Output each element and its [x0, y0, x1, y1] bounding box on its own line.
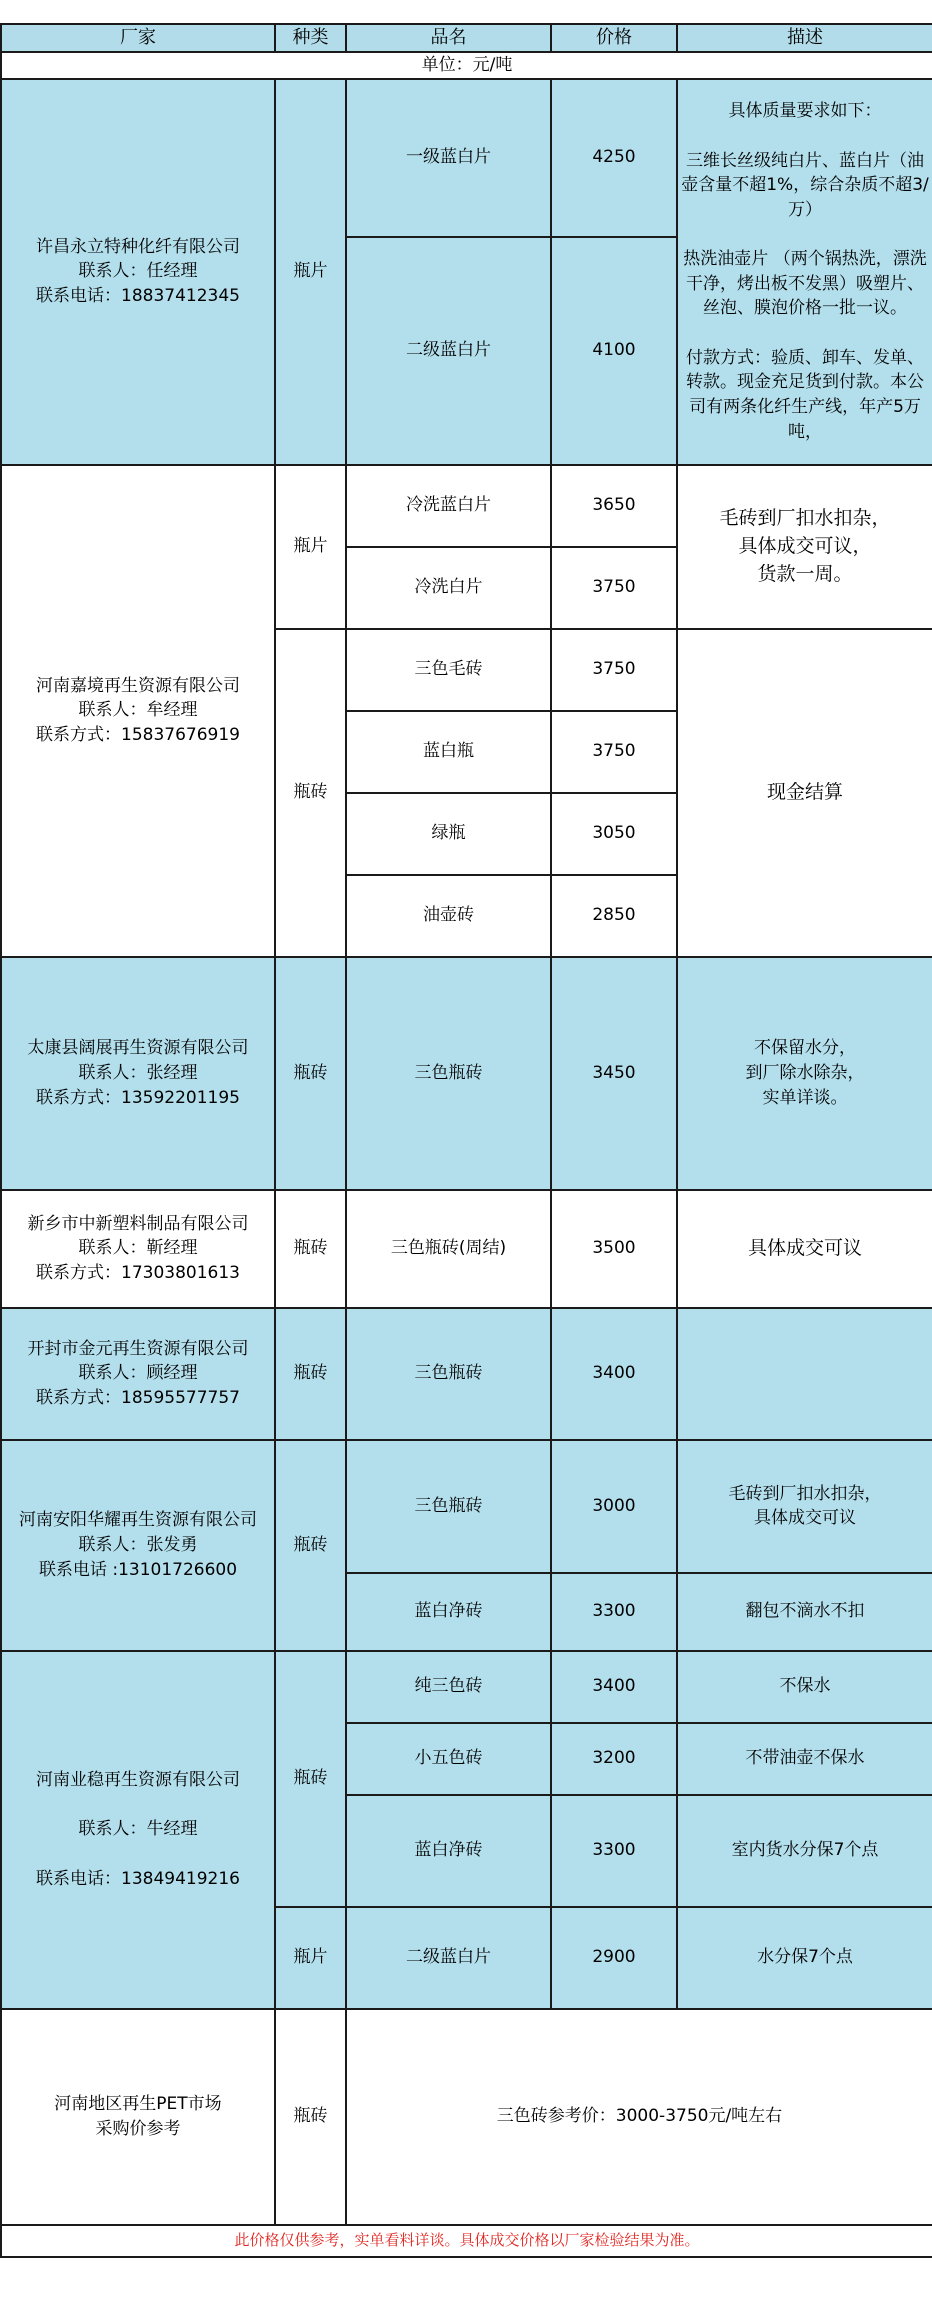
- product-cell: 三色瓶砖: [346, 1308, 551, 1440]
- header-price: 价格: [551, 24, 677, 52]
- product-cell: 蓝白净砖: [346, 1573, 551, 1651]
- company-info: 新乡市中新塑料制品有限公司 联系人：靳经理 联系方式：17303801613: [1, 1190, 275, 1308]
- header-type: 种类: [275, 24, 346, 52]
- price-table: [0, 23, 932, 2258]
- reference-label: 河南地区再生PET市场 采购价参考: [1, 2009, 275, 2225]
- footnote-row: [1, 2225, 932, 2257]
- product-cell: 二级蓝白片: [346, 237, 551, 465]
- table-row: [1, 957, 932, 1190]
- company-info: 许昌永立特种化纤有限公司 联系人：任经理 联系电话：18837412345: [1, 79, 275, 465]
- description-cell: 室内货水分保7个点: [677, 1795, 932, 1907]
- price-cell: 2850: [551, 875, 677, 957]
- table-row: [1, 1440, 932, 1573]
- description-cell: 毛砖到厂扣水扣杂， 具体成交可议: [677, 1440, 932, 1573]
- description-cell: 不保水: [677, 1651, 932, 1723]
- description-cell: 具体质量要求如下： 三维长丝级纯白片、蓝白片（油壶含量不超1%，综合杂质不超3/万） 热洗油壶片 （两个锅热洗，漂洗干净，烤出板不发黑）吸塑片、丝泡、膜泡价格一批一议。 付款方式：验质、卸车、发单、转款。现金充足货到付款。本公司有两条化纤生产线，年产5万吨，: [677, 79, 932, 465]
- price-cell: 3500: [551, 1190, 677, 1308]
- header-product: 品名: [346, 24, 551, 52]
- company-info: 河南安阳华耀再生资源有限公司 联系人：张发勇 联系电话 :13101726600: [1, 1440, 275, 1651]
- company-info: 河南嘉境再生资源有限公司 联系人：牟经理 联系方式：15837676919: [1, 465, 275, 957]
- price-cell: 3200: [551, 1723, 677, 1795]
- product-cell: 三色毛砖: [346, 629, 551, 711]
- footnote: 此价格仅供参考，实单看料详谈。具体成交价格以厂家检验结果为准。: [1, 2225, 932, 2257]
- description-cell: [677, 1308, 932, 1440]
- description-cell: 现金结算: [677, 629, 932, 957]
- price-cell: 3750: [551, 629, 677, 711]
- price-cell: 3400: [551, 1651, 677, 1723]
- price-cell: 3400: [551, 1308, 677, 1440]
- price-cell: 4100: [551, 237, 677, 465]
- type-cell: 瓶砖: [275, 957, 346, 1190]
- product-cell: 三色瓶砖: [346, 1440, 551, 1573]
- type-cell: 瓶片: [275, 1907, 346, 2009]
- product-cell: 二级蓝白片: [346, 1907, 551, 2009]
- product-cell: 冷洗白片: [346, 547, 551, 629]
- type-cell: 瓶砖: [275, 2009, 346, 2225]
- description-cell: 水分保7个点: [677, 1907, 932, 2009]
- product-cell: 三色瓶砖(周结): [346, 1190, 551, 1308]
- price-cell: 3450: [551, 957, 677, 1190]
- description-cell: 不带油壶不保水: [677, 1723, 932, 1795]
- price-cell: 3650: [551, 465, 677, 547]
- product-cell: 纯三色砖: [346, 1651, 551, 1723]
- type-cell: 瓶砖: [275, 1440, 346, 1651]
- price-cell: 3000: [551, 1440, 677, 1573]
- table-row: [1, 1190, 932, 1308]
- product-cell: 蓝白瓶: [346, 711, 551, 793]
- type-cell: 瓶砖: [275, 629, 346, 957]
- table-row: [1, 465, 932, 547]
- product-cell: 油壶砖: [346, 875, 551, 957]
- company-info: 太康县阔展再生资源有限公司 联系人：张经理 联系方式：13592201195: [1, 957, 275, 1190]
- price-cell: 4250: [551, 79, 677, 237]
- product-cell: 三色瓶砖: [346, 957, 551, 1190]
- type-cell: 瓶砖: [275, 1190, 346, 1308]
- type-cell: 瓶砖: [275, 1308, 346, 1440]
- type-cell: 瓶砖: [275, 1651, 346, 1907]
- description-cell: 具体成交可议: [677, 1190, 932, 1308]
- price-cell: 3300: [551, 1795, 677, 1907]
- product-cell: 冷洗蓝白片: [346, 465, 551, 547]
- unit-label: 单位：元/吨: [1, 52, 932, 79]
- table-row: [1, 1651, 932, 1723]
- price-cell: 3750: [551, 547, 677, 629]
- unit-row: [1, 52, 932, 79]
- header-row: [1, 24, 932, 52]
- table-row: [1, 1308, 932, 1440]
- price-cell: 3050: [551, 793, 677, 875]
- table-row: [1, 2009, 932, 2225]
- product-cell: 蓝白净砖: [346, 1795, 551, 1907]
- product-cell: 绿瓶: [346, 793, 551, 875]
- header-company: 厂家: [1, 24, 275, 52]
- header-description: 描述: [677, 24, 932, 52]
- type-cell: 瓶片: [275, 465, 346, 629]
- company-info: 河南业稳再生资源有限公司 联系人：牛经理 联系电话：13849419216: [1, 1651, 275, 2009]
- price-cell: 3750: [551, 711, 677, 793]
- reference-price: 三色砖参考价：3000-3750元/吨左右: [346, 2009, 932, 2225]
- description-cell: 不保留水分， 到厂除水除杂， 实单详谈。: [677, 957, 932, 1190]
- product-cell: 小五色砖: [346, 1723, 551, 1795]
- product-cell: 一级蓝白片: [346, 79, 551, 237]
- description-cell: 翻包不滴水不扣: [677, 1573, 932, 1651]
- type-cell: 瓶片: [275, 79, 346, 465]
- company-info: 开封市金元再生资源有限公司 联系人：顾经理 联系方式：18595577757: [1, 1308, 275, 1440]
- description-cell: 毛砖到厂扣水扣杂， 具体成交可议， 货款一周。: [677, 465, 932, 629]
- price-cell: 2900: [551, 1907, 677, 2009]
- table-row: [1, 79, 932, 237]
- price-cell: 3300: [551, 1573, 677, 1651]
